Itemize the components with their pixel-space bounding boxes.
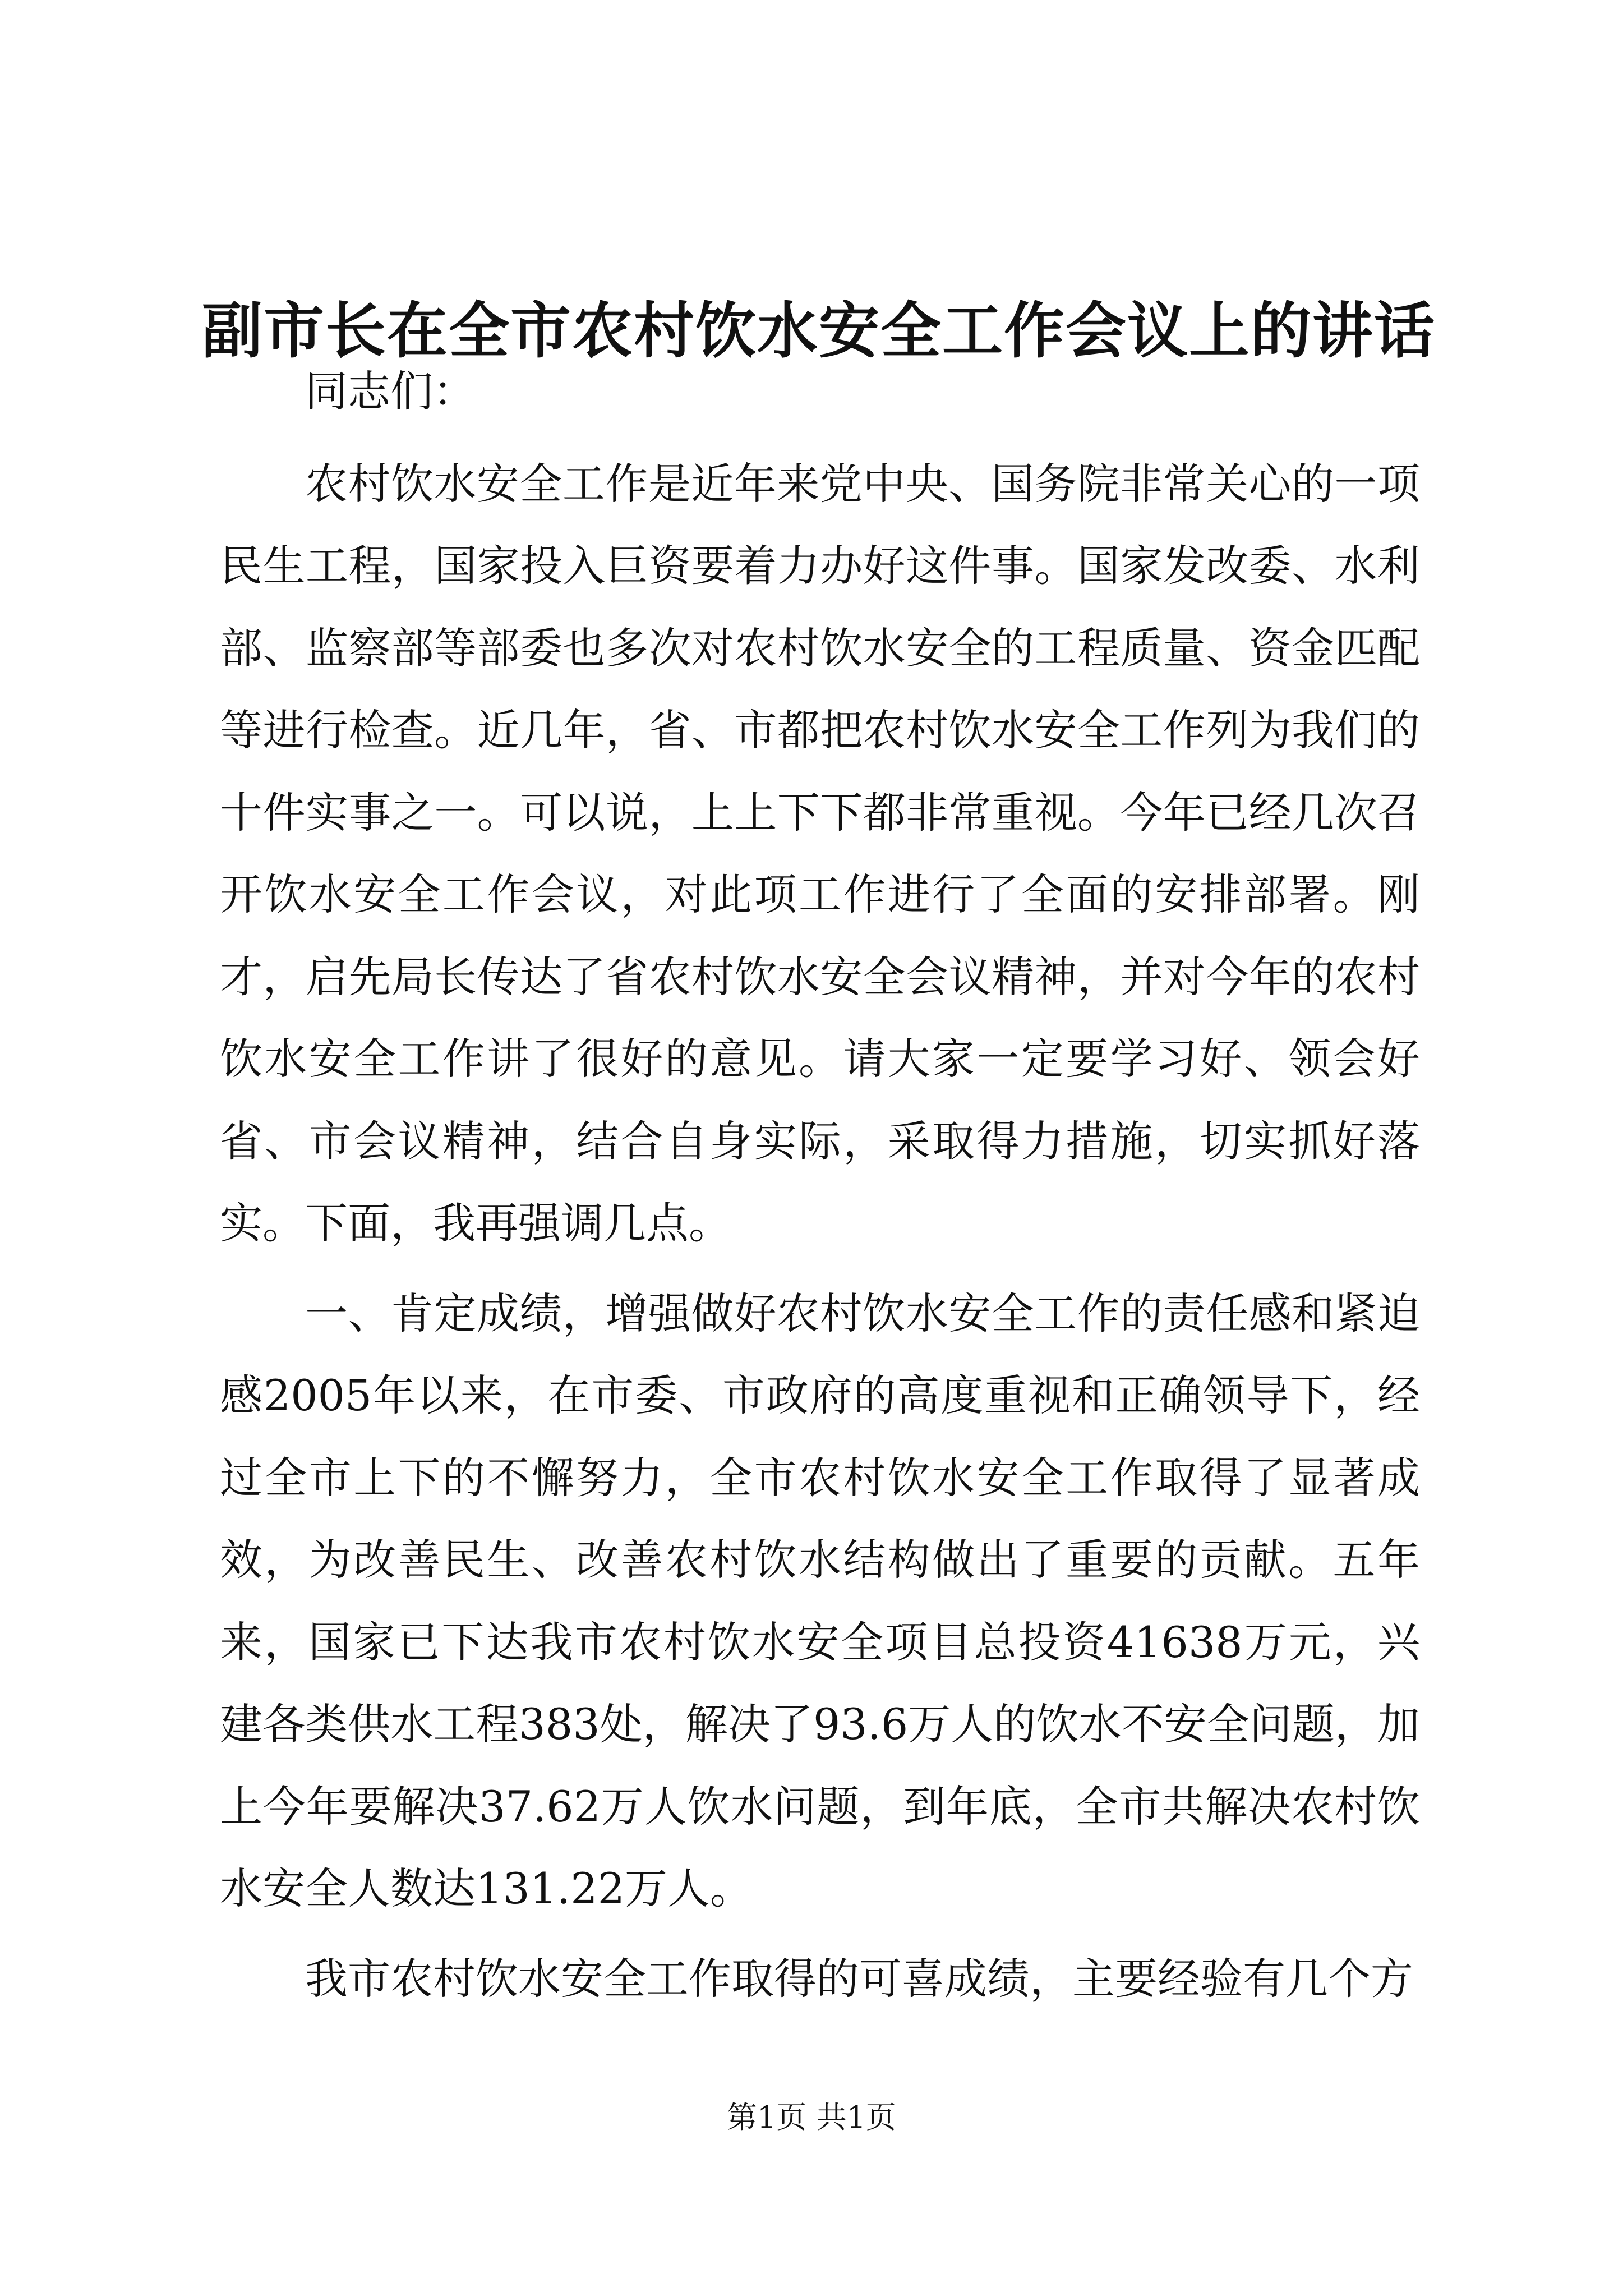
achievements-paragraph: 一、肯定成绩，增强做好农村饮水安全工作的责任感和紧迫感2005年以来，在市委、市政府的高度重视和正确领导下，经过全市上下的不懈努力，全市农村饮水安全工作取得了显著成效，为改善民生、改善农村饮水结构做出了重要的贡献。五年来，国家已下达我市农村饮水安全项目总投资41638万元，兴建各类供水工程383处，解决了93.6万人的饮水不安全问题，加上今年要解决37.62万人饮水问题，到年底，全市共解决农村饮水安全人数达131.22万人。 <box>220 1288 1420 1913</box>
page-footer: 第1页 共1页 <box>727 2100 896 2135</box>
document-title: 副市长在全市农村饮水安全工作会议上的讲话 <box>202 296 1436 366</box>
intro-paragraph: 农村饮水安全工作是近年来党中央、国务院非常关心的一项民生工程，国家投入巨资要着力办好这件事。国家发改委、水利部、监察部等部委也多次对农村饮水安全的工程质量、资金匹配等进行检查。近几年，省、市都把农村饮水安全工作列为我们的十件实事之一。可以说，上上下下都非常重视。今年已经几次召开饮水安全工作会议，对此项工作进行了全面的安排部署。刚才，启先局长传达了省农村饮水安全会议精神，并对今年的农村饮水安全工作讲了很好的意见。请大家一定要学习好、领会好省、市会议精神，结合自身实际，采取得力措施，切实抓好落实。下面，我再强调几点。 <box>220 458 1420 1248</box>
experience-paragraph: 我市农村饮水安全工作取得的可喜成绩，主要经验有几个方 <box>305 1953 1413 2004</box>
document-body <box>220 351 1420 2028</box>
greeting-paragraph: 同志们： <box>305 366 476 416</box>
